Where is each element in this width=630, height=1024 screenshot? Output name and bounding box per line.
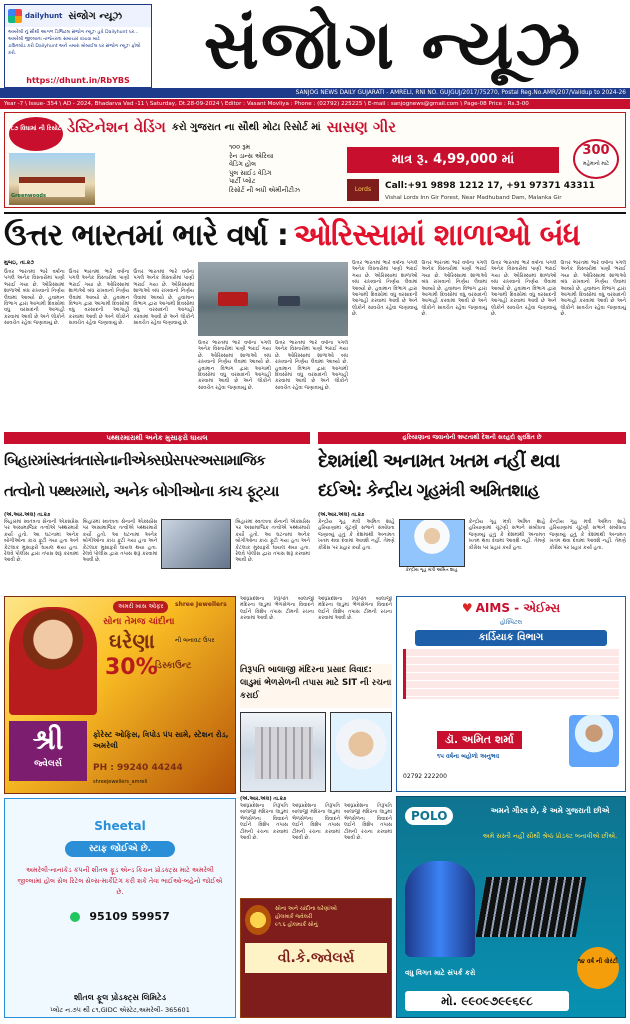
aims-subtitle: હોસ્પિટલ (499, 619, 522, 626)
temple-photo (240, 712, 326, 792)
jewellers-address: ફોરેસ્ટ ઓફિસ, ત્રિપોડ પંપ સામે, સ્ટેશન રોડ, અમરેલી (93, 730, 229, 750)
masthead-title: સંજોગ ન્યૂઝ (203, 5, 583, 85)
lead-body-text: ઉત્તર ભારતમાં ભારે વર્ષાના પગલે અનેક વિસ્તારોમાં પાણી ભરાઈ ગયા છે. ઓરિસ્સામાં શાળાઓ બંધ રાખવાનો નિર્ણય લેવામાં આવ્યો છે. હવામાન વિભાગ દ્વારા આગામી દિવસોમાં વધુ વરસાદની આગાહી કરવામાં આવી છે અને લોકોને સાવચેત રહેવા જણાવાયું છે. (491, 260, 557, 318)
sheetal-title: સ્ટાફ જોઈએ છે. (65, 841, 175, 857)
lead-body-text: ઉત્તર ભારતમાં ભારે વર્ષાના પગલે અનેક વિસ્તારોમાં પાણી ભરાઈ ગયા છે. ઓરિસ્સામાં શાળાઓ બંધ રાખવાનો નિર્ણય લેવામાં આવ્યો છે. હવામાન વિભાગ દ્વારા આગામી દિવસોમાં વધુ વરસાદની આગાહી કરવામાં આવી છે અને લોકોને સાવચેત રહેવા જણાવાયું છે. (4, 269, 65, 327)
feature-item: રેન ડાન્સ એરિયા (229, 151, 274, 160)
call-numbers: Call:+91 9898 1212 17, +91 97371 43311 (385, 181, 596, 191)
flood-photo (198, 262, 348, 336)
aims-phone: 02792 222200 (403, 773, 447, 780)
mid-story-body-top (240, 596, 392, 662)
jewellers-handle: shreejewellers_amreli (93, 779, 148, 785)
vk-line: સોના અને ચાંદીના ઘરેણાંઓ (275, 906, 337, 912)
mid-body-text: આંધ્રપ્રદેશના તિરૂપતિ બાલાજી મંદિરના લાડુમાં ભેળસેળના વિવાદને લઈને વિશેષ તપાસ ટીમની રચના કરવામાં આવી છે. (344, 803, 392, 842)
offer-badge: અમરી ખાસ ઓફર (113, 601, 168, 613)
price-banner: માત્ર રૂ. 4,99,000 માં (347, 147, 559, 173)
brand-greenwoods: Greenwoods (11, 193, 46, 199)
minister-caption: કેન્દ્રીય ગૃહ મંત્રી અમિત શાહ (405, 568, 458, 573)
left-story-headline (4, 446, 310, 510)
right-body-text: કેન્દ્રીય ગૃહ મંત્રી અમિત શાહે હરિયાણામાં ચૂંટણી સભાને સંબોધતા જણાવ્યું હતું કે દેશમાંથી અનામત ખતમ થવા દેવામાં આવશે નહીં. તેમણે કોંગ્રેસ પર પ્રહાર કર્યા હતા. (468, 519, 546, 551)
registration-text: SANJOG NEWS DAILY GUJARATI - AMRELI, RNI NO. GUJGUJ/2017/75270, Postal Reg.No.AMR/207/Validup to 2024-26 (295, 90, 626, 96)
warranty-badge: ૧૪ વર્ષ ની વોરંટી (577, 947, 619, 989)
feature-item: વેડિંગ હોલ (229, 160, 257, 168)
aims-ad (396, 596, 626, 792)
polo-sub: અમે સસ્તી નહીં સૌથી શ્રેષ્ઠ પ્રોડક્ટ બનાવીએ છીએ. (482, 832, 618, 840)
mid-body-text: આંધ્રપ્રદેશના તિરૂપતિ બાલાજી મંદિરના લાડુમાં ભેળસેળના વિવાદને લઈને વિશેષ તપાસ ટીમની રચના કરવામાં આવી છે. (240, 596, 314, 622)
jewellers-brand: shree Jewellers (175, 601, 227, 608)
polo-headline: અમને ગૌરવ છે, કે અમે ગુજરાતી છીએ (490, 806, 610, 815)
polo-contact: વધુ વિગત માટે સંપર્ક કરો (405, 969, 476, 977)
lead-body-center (198, 340, 348, 428)
name-main: શ્રી (32, 723, 64, 756)
dailyhunt-logo-icon (8, 9, 22, 23)
whatsapp-icon (70, 912, 80, 922)
heart-icon: ♥ (461, 601, 473, 615)
lead-body-text: ઉત્તર ભારતમાં ભારે વર્ષાના પગલે અનેક વિસ્તારોમાં પાણી ભરાઈ ગયા છે. ઓરિસ્સામાં શાળાઓ બંધ રાખવાનો નિર્ણય લેવામાં આવ્યો છે. હવામાન વિભાગ દ્વારા આગામી દિવસોમાં વધુ વરસાદની આગાહી કરવામાં આવી છે અને લોકોને સાવચેત રહેવા જણાવાયું છે. (133, 269, 194, 327)
offer-line-3: ની બનાવટ ઉપર (175, 637, 215, 644)
jewellery-image (245, 905, 271, 935)
polo-phone: મો. ૯૯૦૯૭૯૯૬૯૮ (405, 991, 569, 1011)
feature-item: પુલ સાઈડ વેડિંગ (229, 168, 272, 177)
discount-percent: 30% (105, 655, 158, 680)
guest-badge (573, 139, 619, 179)
right-story-headline (318, 446, 626, 510)
lead-headline (4, 212, 626, 256)
doctor-tagline: ૧૫ વર્ષના બહોળો અનુભવ (437, 753, 500, 760)
vk-line: ૯૧.૬ હોલમાર્ક સોનું (275, 922, 318, 928)
feature-item: રિસોર્ટ ની બધી એમીનીટીઝ (229, 185, 301, 194)
lead-body-text: ઉત્તર ભારતમાં ભારે વર્ષાના પગલે અનેક વિસ્તારોમાં પાણી ભરાઈ ગયા છે. ઓરિસ્સામાં શાળાઓ બંધ રાખવાનો નિર્ણય લેવામાં આવ્યો છે. હવામાન વિભાગ દ્વારા આગામી દિવસોમાં વધુ વરસાદની આગાહી કરવામાં આવી છે અને લોકોને સાવચેત રહેવા જણાવાયું છે. (68, 269, 130, 327)
left-story-body (4, 512, 310, 592)
name-sub: જ્વેલર્સ (34, 759, 62, 769)
doctor-photo (569, 715, 619, 767)
polo-ad (396, 796, 626, 1018)
polo-logo: POLO (405, 807, 453, 825)
promo-line: ડાઉનલોડ કરો Dailyhunt અને તમારા મોબાઈલ પર સંજોગ ન્યૂઝ ફોલો કરો. (8, 44, 141, 56)
promo-link[interactable]: https://dhunt.in/RbYBS (26, 76, 130, 85)
badge-number: 300 (582, 143, 610, 158)
right-body-text: કેન્દ્રીય ગૃહ મંત્રી અમિત શાહે હરિયાણામાં ચૂંટણી સભાને સંબોધતા જણાવ્યું હતું કે દેશમાંથી અનામત ખતમ થવા દેવામાં આવશે નહીં. તેમણે કોંગ્રેસ પર પ્રહાર કર્યા હતા. (549, 519, 626, 551)
right-story-kicker: હરિયાણાના જવાનોની ભ્રષ્ટતાથી દેશની સરહદો સુરક્ષિત છે (318, 432, 626, 444)
vk-name: વી.કે.જ્વેલર્સ (245, 943, 387, 973)
mid-body-text: આંધ્રપ્રદેશના તિરૂપતિ બાલાજી મંદિરના લાડુમાં ભેળસેળના વિવાદને લઈને વિશેષ તપાસ ટીમની રચના કરવામાં આવી છે. (292, 803, 340, 842)
doctor-name: ડૉ. અમિત શર્મા (437, 731, 522, 749)
sheetal-company: શીતલ ફૂલ પ્રોડક્ટ્સ લિમિટેડ (73, 993, 167, 1002)
promo-line: અમરેલી જીલ્લાના તાજેતરના સમાચાર વાંચવા માટે (8, 37, 100, 42)
water-tank-image (405, 861, 475, 957)
registration-bar (0, 88, 630, 98)
lords-logo: Lords (347, 179, 379, 201)
discount-label: ડિસ્કાઉન્ટ (155, 661, 192, 671)
right-body-text: કેન્દ્રીય ગૃહ મંત્રી અમિત શાહે હરિયાણામાં ચૂંટણી સભાને સંબોધતા જણાવ્યું હતું કે દેશમાંથી અનામત ખતમ થવા દેવામાં આવશે નહીં. તેમણે કોંગ્રેસ પર પ્રહાર કર્યા હતા. (318, 519, 395, 551)
left-body-text: બિહારમાં સ્વતંત્રતા સેનાની એક્સપ્રેસ પર અસામાજિક તત્વોએ પથ્થરમારો કર્યો હતો. આ ઘટનામાં અનેક બોગીઓના કાચ ફૂટી ગયા હતા અને કેટલાક મુસાફરો ઘાયલ થયા હતા. રેલવે પોલીસ દ્વારા તપાસ શરૂ કરવામાં આવી છે. (4, 519, 79, 564)
mid-body-text: આંધ્રપ્રદેશના તિરૂપતિ બાલાજી મંદિરના લાડુમાં ભેળસેળના વિવાદને લઈને વિશેષ તપાસ ટીમની રચના કરવામાં આવી છે. (240, 803, 288, 842)
lead-body-text: ઉત્તર ભારતમાં ભારે વર્ષાના પગલે અનેક વિસ્તારોમાં પાણી ભરાઈ ગયા છે. ઓરિસ્સામાં શાળાઓ બંધ રાખવાનો નિર્ણય લેવામાં આવ્યો છે. હવામાન વિભાગ દ્વારા આગામી દિવસોમાં વધુ વરસાદની આગાહી કરવામાં આવી છે અને લોકોને સાવચેત રહેવા જણાવાયું છે. (198, 340, 271, 391)
model-figure (9, 607, 97, 715)
jewellers-name (9, 721, 87, 781)
dailyhunt-brand: dailyhunt (25, 12, 63, 20)
offer-line-2: ઘરેણા (109, 629, 155, 653)
wedding-headline-3: સાસણ ગીર (326, 118, 397, 136)
lead-body-text: ઉત્તર ભારતમાં ભારે વર્ષાના પગલે અનેક વિસ્તારોમાં પાણી ભરાઈ ગયા છે. ઓરિસ્સામાં શાળાઓ બંધ રાખવાનો નિર્ણય લેવામાં આવ્યો છે. હવામાન વિભાગ દ્વારા આગામી દિવસોમાં વધુ વરસાદની આગાહી કરવામાં આવી છે અને લોકોને સાવચેત રહેવા જણાવાયું છે. (560, 260, 626, 318)
right-headline-line-1: દેશમાંથી અનામત ખતમ નહીં થવા (318, 450, 560, 472)
minister-photo (399, 519, 465, 567)
aims-dept: કાર્ડિયાક વિભાગ (415, 630, 607, 646)
vk-line: હોલમાર્ક જ્વેલરી (275, 914, 313, 920)
train-photo (161, 519, 231, 569)
sheetal-address: પ્લોટ ન.૭૫ થી ૮૧,GIDC એસ્ટેટ,અમરેલી- 365601 (50, 1006, 190, 1014)
left-body-text: બિહારમાં સ્વતંત્રતા સેનાની એક્સપ્રેસ પર અસામાજિક તત્વોએ પથ્થરમારો કર્યો હતો. આ ઘટનામાં અનેક બોગીઓના કાચ ફૂટી ગયા હતા અને કેટલાક મુસાફરો ઘાયલ થયા હતા. રેલવે પોલીસ દ્વારા તપાસ શરૂ કરવામાં આવી છે. (235, 519, 310, 564)
left-headline-line-1: બિહારમાંસ્વતંત્રતાસેનાનીએક્સપ્રેસપરઅસામાજિક (4, 453, 265, 469)
aims-title: AIMS - એઈમ્સ (475, 600, 561, 615)
small-title: સંજોગ ન્યૂઝ (68, 10, 122, 22)
left-story-kicker: પથ્થરમારાથી અનેક મુસાફરો ઘાયલ (4, 432, 310, 444)
sheetal-phone: 95109 59957 (89, 910, 170, 923)
issue-info-text: Year -7 \ Issue- 354 \ AD - 2024, Bhadarva Vad -11 \ Saturday, Dt.28-09-2024 \ Editor : Vasant Movliya : Phone : (02792) 225225 \ E-mail : sanjognews@gmail.com \ Page-08 Price : Rs.3-00 (4, 101, 529, 107)
wedding-headline-1: ડેસ્ટિનેશન વેડિંગ (67, 118, 166, 136)
wedding-features (229, 143, 300, 194)
wedding-tag: ૮૭ વિઘામાં ની રિસોર્ટ (9, 117, 63, 151)
lead-dateline: મુંબઇ, તા.૨૭ (4, 260, 34, 266)
right-story-body (318, 512, 626, 592)
aims-services (403, 649, 619, 699)
feature-item: ૧૦૦ રૂમ (229, 143, 251, 151)
lead-headline-part1: ઉત્તર ભારતમાં ભારે વર્ષા : (4, 217, 288, 253)
mid-story-headline: તિરૂપતિ બાલાજી મંદિરના પ્રસાદ વિવાદ: લાડુમાં ભેળસેળની તપાસ માટે SIT ની રચના કરાઈ (240, 664, 392, 708)
leader-photo (330, 712, 392, 792)
right-dateline: (એ.આર.એલ) તા.૨૭ (318, 512, 365, 518)
offer-line-1: સોના તેમજ ચાંદીના (103, 617, 175, 627)
left-dateline: (એ.આર.એલ) તા.૨૭ (4, 512, 51, 518)
sheetal-ad (4, 798, 236, 1018)
lead-body-right (352, 260, 626, 428)
left-headline-line-2: તત્વોનો પથ્થરમારો, અનેક બોગીઓના કાચ ફૂટ્યા (4, 482, 279, 500)
left-body-text: બિહારમાં સ્વતંત્રતા સેનાની એક્સપ્રેસ પર અસામાજિક તત્વોએ પથ્થરમારો કર્યો હતો. આ ઘટનામાં અનેક બોગીઓના કાચ ફૂટી ગયા હતા અને કેટલાક મુસાફરો ઘાયલ થયા હતા. રેલવે પોલીસ દ્વારા તપાસ શરૂ કરવામાં આવી છે. (82, 519, 158, 564)
vk-lines (275, 905, 337, 929)
mid-story-body-bottom (240, 796, 392, 894)
resort-address: Vishal Lords Inn Gir Forest, Near Madhuband Dam, Malanka Gir (385, 195, 562, 201)
wedding-ad (4, 112, 626, 208)
sheetal-brand: Sheetal (94, 819, 146, 833)
mid-dateline: (એ.આર.એલ) તા.૨૭ (240, 796, 287, 802)
feature-item: પાર્ટી પ્લોટ (229, 177, 256, 185)
sheetal-body: અમરેલી-નાનાંકેડ કંપની શીતલ ફૂડ એન્ડ કિચન પ્રોડક્ટ્સ માટે અમરેલી જીલ્લામાં હોલ સેલ રિટેલ સેલ્સ-માર્કેટિંગ કરી શકે તેવા ભાઈઓ-બહેનો જોઈએ છે. (17, 866, 223, 896)
issue-info-bar (0, 99, 630, 109)
lead-body-text: ઉત્તર ભારતમાં ભારે વર્ષાના પગલે અનેક વિસ્તારોમાં પાણી ભરાઈ ગયા છે. ઓરિસ્સામાં શાળાઓ બંધ રાખવાનો નિર્ણય લેવામાં આવ્યો છે. હવામાન વિભાગ દ્વારા આગામી દિવસોમાં વધુ વરસાદની આગાહી કરવામાં આવી છે અને લોકોને સાવચેત રહેવા જણાવાયું છે. (352, 260, 418, 318)
mid-body-text: આંધ્રપ્રદેશના તિરૂપતિ બાલાજી મંદિરના લાડુમાં ભેળસેળના વિવાદને લઈને વિશેષ તપાસ ટીમની રચના કરવામાં આવી છે. (318, 596, 392, 622)
lead-body-text: ઉત્તર ભારતમાં ભારે વર્ષાના પગલે અનેક વિસ્તારોમાં પાણી ભરાઈ ગયા છે. ઓરિસ્સામાં શાળાઓ બંધ રાખવાનો નિર્ણય લેવામાં આવ્યો છે. હવામાન વિભાગ દ્વારા આગામી દિવસોમાં વધુ વરસાદની આગાહી કરવામાં આવી છે અને લોકોને સાવચેત રહેવા જણાવાયું છે. (421, 260, 487, 318)
right-headline-line-2: દઈએ: કેન્દ્રીય ગૃહમંત્રી અમિતશાહ (318, 481, 539, 501)
lead-headline-part2: ઓરિસ્સામાં શાળાઓ બંધ (293, 217, 580, 253)
jewellers-phone: PH : 99240 44244 (93, 763, 183, 773)
dailyhunt-promo (4, 4, 152, 88)
promo-line: અમરેલી નું સૌથી આગળ ડિજિટલ સંજોગ ન્યૂઝ હવે Dailyhunt પર... (8, 30, 139, 35)
solar-heater-image (476, 877, 587, 937)
wedding-headline-2: કરો ગુજરાત ના સૌથી મોટા રિસોર્ટ માં (171, 121, 321, 133)
vk-jewellers-ad (240, 898, 392, 1018)
lead-body-text: ઉત્તર ભારતમાં ભારે વર્ષાના પગલે અનેક વિસ્તારોમાં પાણી ભરાઈ ગયા છે. ઓરિસ્સામાં શાળાઓ બંધ રાખવાનો નિર્ણય લેવામાં આવ્યો છે. હવામાન વિભાગ દ્વારા આગામી દિવસોમાં વધુ વરસાદની આગાહી કરવામાં આવી છે અને લોકોને સાવચેત રહેવા જણાવાયું છે. (275, 340, 348, 391)
badge-text: મહેમાનો માટે (582, 161, 610, 167)
lead-body-left (4, 260, 194, 428)
jewellers-ad (4, 596, 236, 794)
